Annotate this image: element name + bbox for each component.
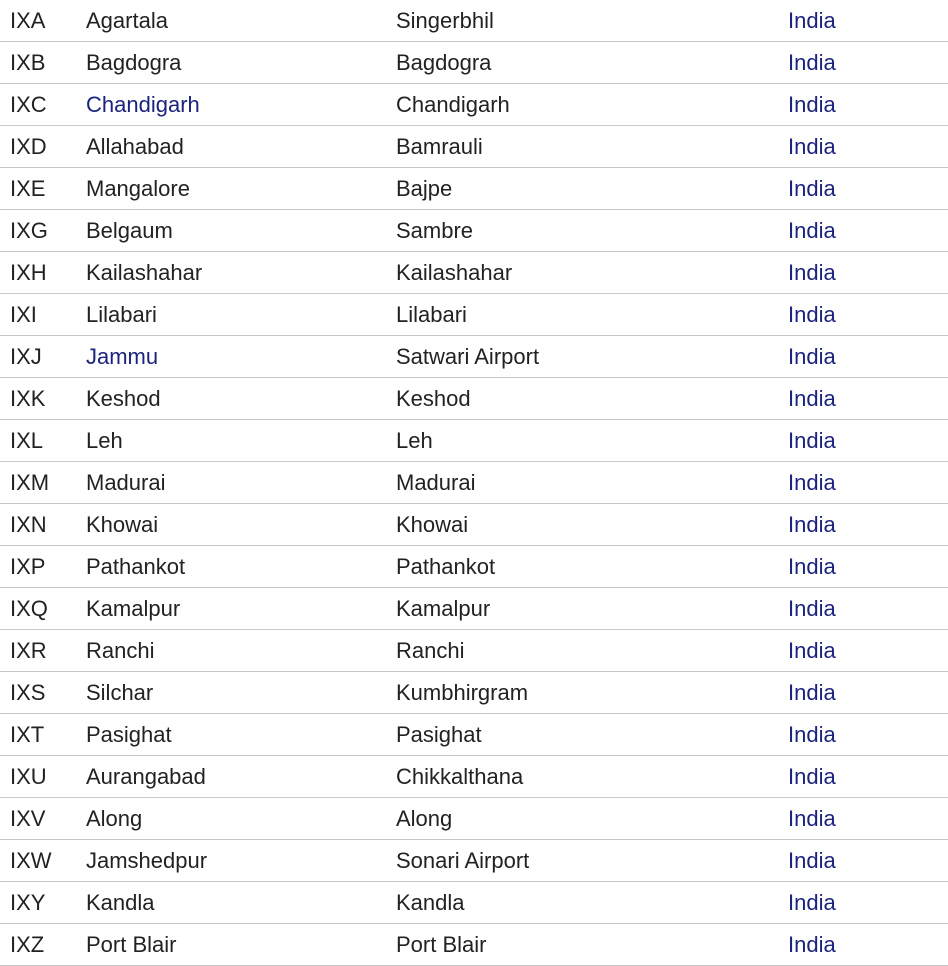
country-link[interactable]: India [788, 630, 948, 672]
table-row [0, 168, 948, 210]
table-row [0, 462, 948, 504]
table-row [0, 126, 948, 168]
city-cell: Allahabad [86, 126, 396, 168]
iata-code-cell: IXD [0, 126, 86, 168]
city-link[interactable]: Chandigarh [86, 84, 396, 126]
iata-code-cell: IXS [0, 672, 86, 714]
country-link[interactable]: India [788, 126, 948, 168]
table-row [0, 798, 948, 840]
table-row [0, 840, 948, 882]
country-link[interactable]: India [788, 420, 948, 462]
city-cell: Lilabari [86, 294, 396, 336]
airport-name-cell: Pathankot [396, 546, 788, 588]
iata-code-cell: IXA [0, 0, 86, 42]
city-cell: Along [86, 798, 396, 840]
airport-name-cell: Bajpe [396, 168, 788, 210]
iata-code-cell: IXC [0, 84, 86, 126]
city-cell: Khowai [86, 504, 396, 546]
country-link[interactable]: India [788, 462, 948, 504]
country-link[interactable]: India [788, 42, 948, 84]
airport-name-cell: Kamalpur [396, 588, 788, 630]
table-row [0, 294, 948, 336]
country-link[interactable]: India [788, 336, 948, 378]
airport-name-cell: Satwari Airport [396, 336, 788, 378]
airport-name-cell: Singerbhil [396, 0, 788, 42]
city-cell: Pathankot [86, 546, 396, 588]
table-row [0, 252, 948, 294]
airport-name-cell: Khowai [396, 504, 788, 546]
iata-code-cell: IXN [0, 504, 86, 546]
city-cell: Ranchi [86, 630, 396, 672]
airport-name-cell: Kandla [396, 882, 788, 924]
city-cell: Jamshedpur [86, 840, 396, 882]
airport-name-cell: Madurai [396, 462, 788, 504]
airport-name-cell: Sambre [396, 210, 788, 252]
country-link[interactable]: India [788, 714, 948, 756]
iata-code-cell: IXU [0, 756, 86, 798]
city-cell: Pasighat [86, 714, 396, 756]
airport-name-cell: Keshod [396, 378, 788, 420]
city-cell: Belgaum [86, 210, 396, 252]
iata-code-cell: IXM [0, 462, 86, 504]
iata-code-cell: IXY [0, 882, 86, 924]
table-row [0, 546, 948, 588]
city-cell: Port Blair [86, 924, 396, 966]
table-row [0, 42, 948, 84]
airport-name-cell: Leh [396, 420, 788, 462]
city-link[interactable]: Jammu [86, 336, 396, 378]
iata-code-cell: IXK [0, 378, 86, 420]
table-row [0, 756, 948, 798]
iata-code-cell: IXJ [0, 336, 86, 378]
country-link[interactable]: India [788, 588, 948, 630]
airport-name-cell: Lilabari [396, 294, 788, 336]
airport-name-cell: Chikkalthana [396, 756, 788, 798]
city-cell: Aurangabad [86, 756, 396, 798]
airport-name-cell: Ranchi [396, 630, 788, 672]
table-row [0, 210, 948, 252]
table-row [0, 84, 948, 126]
table-row [0, 0, 948, 42]
city-cell: Silchar [86, 672, 396, 714]
airport-name-cell: Port Blair [396, 924, 788, 966]
table-row [0, 630, 948, 672]
iata-code-cell: IXB [0, 42, 86, 84]
country-link[interactable]: India [788, 210, 948, 252]
iata-code-cell: IXE [0, 168, 86, 210]
city-cell: Madurai [86, 462, 396, 504]
iata-code-cell: IXR [0, 630, 86, 672]
iata-code-cell: IXT [0, 714, 86, 756]
airport-name-cell: Along [396, 798, 788, 840]
airport-name-cell: Chandigarh [396, 84, 788, 126]
iata-code-cell: IXH [0, 252, 86, 294]
iata-code-cell: IXI [0, 294, 86, 336]
city-cell: Bagdogra [86, 42, 396, 84]
city-cell: Mangalore [86, 168, 396, 210]
airport-name-cell: Kailashahar [396, 252, 788, 294]
country-link[interactable]: India [788, 0, 948, 42]
iata-code-cell: IXV [0, 798, 86, 840]
iata-code-cell: IXL [0, 420, 86, 462]
city-cell: Kandla [86, 882, 396, 924]
country-link[interactable]: India [788, 504, 948, 546]
city-cell: Keshod [86, 378, 396, 420]
table-row [0, 672, 948, 714]
country-link[interactable]: India [788, 168, 948, 210]
table-row [0, 378, 948, 420]
table-row [0, 882, 948, 924]
table-row [0, 924, 948, 966]
iata-code-cell: IXP [0, 546, 86, 588]
airport-name-cell: Pasighat [396, 714, 788, 756]
country-link[interactable]: India [788, 924, 948, 966]
iata-code-cell: IXW [0, 840, 86, 882]
table-row [0, 336, 948, 378]
airport-name-cell: Bagdogra [396, 42, 788, 84]
country-link[interactable]: India [788, 882, 948, 924]
country-link[interactable]: India [788, 798, 948, 840]
country-link[interactable]: India [788, 840, 948, 882]
country-link[interactable]: India [788, 546, 948, 588]
country-link[interactable]: India [788, 672, 948, 714]
airport-name-cell: Kumbhirgram [396, 672, 788, 714]
city-cell: Kailashahar [86, 252, 396, 294]
city-cell: Leh [86, 420, 396, 462]
table-row [0, 588, 948, 630]
country-link[interactable]: India [788, 756, 948, 798]
iata-code-cell: IXZ [0, 924, 86, 966]
table-row [0, 504, 948, 546]
iata-code-cell: IXG [0, 210, 86, 252]
airport-name-cell: Bamrauli [396, 126, 788, 168]
city-cell: Agartala [86, 0, 396, 42]
country-link[interactable]: India [788, 252, 948, 294]
city-cell: Kamalpur [86, 588, 396, 630]
table-row [0, 420, 948, 462]
table-row [0, 714, 948, 756]
country-link[interactable]: India [788, 294, 948, 336]
country-link[interactable]: India [788, 84, 948, 126]
airport-name-cell: Sonari Airport [396, 840, 788, 882]
iata-code-cell: IXQ [0, 588, 86, 630]
country-link[interactable]: India [788, 378, 948, 420]
